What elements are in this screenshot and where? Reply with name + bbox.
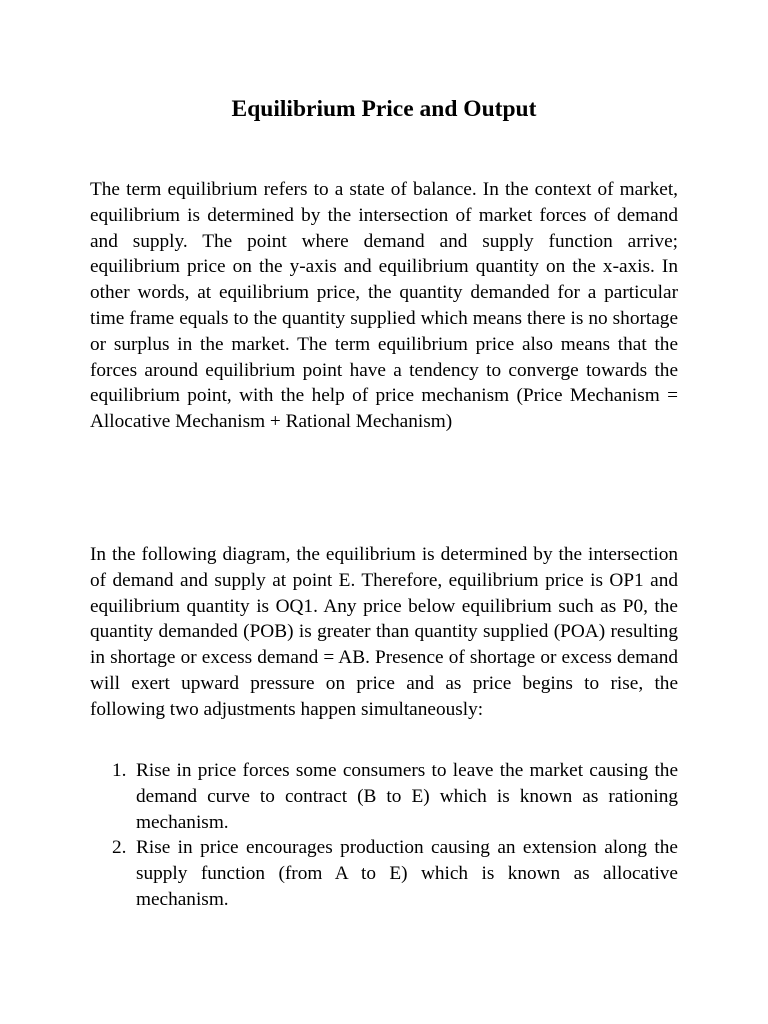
document-title: Equilibrium Price and Output (231, 96, 537, 122)
list-item-number: 1. (112, 760, 127, 781)
adjustments-list (90, 758, 678, 913)
paragraph-equilibrium-definition: The term equilibrium refers to a state of balance. In the context of market, equilibrium is determined by the intersection of market forces of demand and supply. The point where demand and supply function arrive; equilibrium price on the y-axis and equilibrium quantity on the x-axis. In other words, at equilibrium price, the quantity demanded for a particular time frame equals to the quantity supplied which means there is no shortage or surplus in the market. The term equilibrium price also means that the forces around equilibrium point have a tendency to converge towards the equilibrium point, with the help of price mechanism (Price Mechanism = Allocative Mechanism + Rational Mechanism) (90, 179, 678, 433)
list-item-number: 2. (112, 837, 127, 859)
list-item-text: Rise in price forces some consumers to leave the market causing the demand curve to contract (B to E) which is known as rationing mechanism. (136, 760, 678, 833)
list-item (90, 758, 678, 835)
paragraph-diagram-explanation: In the following diagram, the equilibrium is determined by the intersection of demand and supply at point E. Therefore, equilibrium price is OP1 and equilibrium quantity is OQ1. Any price below equilibrium such as P0, the quantity demanded (POB) is greater than quantity supplied (POA) resulting in shortage or excess demand = AB. Presence of shortage or excess demand will exert upward pressure on price and as price begins to rise, the following two adjustments happen simultaneously: (90, 544, 678, 720)
list-item-text: Rise in price encourages production causing an extension along the supply function (from A to E) which is known as allocative mechanism. (136, 837, 678, 910)
list-item (90, 835, 678, 912)
